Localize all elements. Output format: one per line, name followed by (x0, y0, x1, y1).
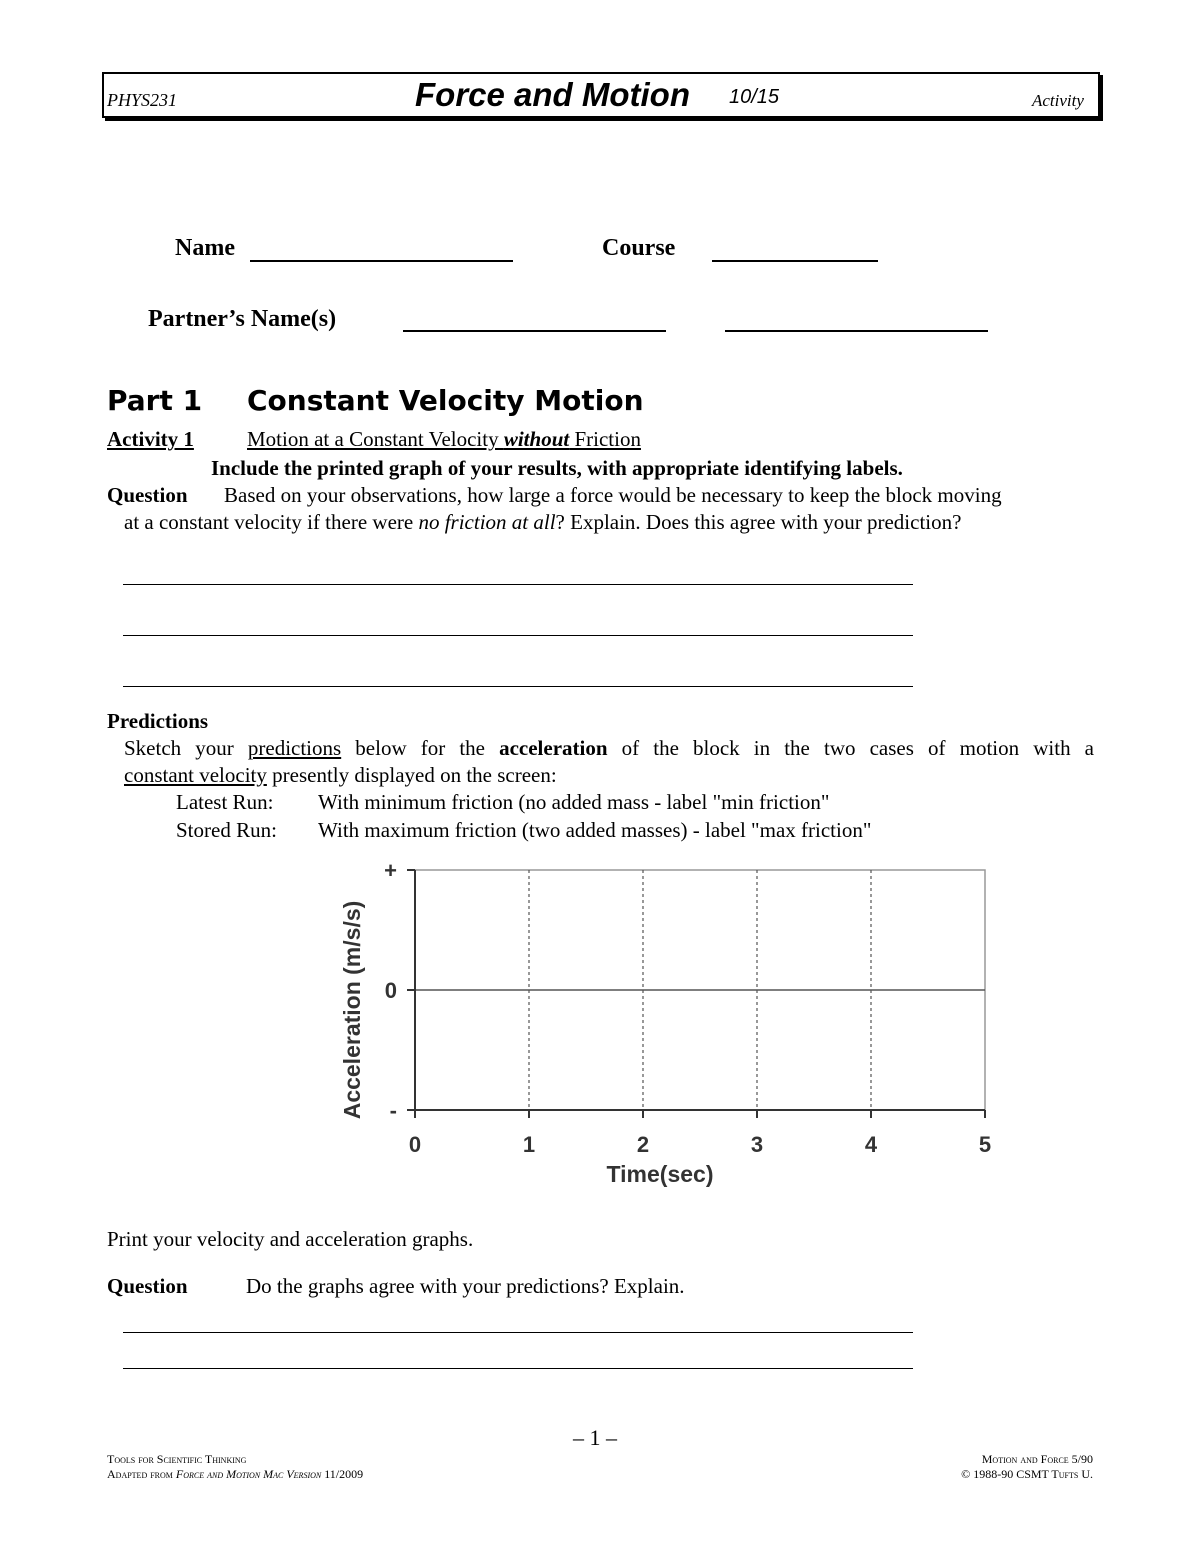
page-number: – 1 – (573, 1425, 617, 1450)
footer-left-line1: Tools for Scientific Thinking (107, 1452, 247, 1466)
x-tick-label: 5 (978, 1132, 992, 1157)
latest-run-label: Latest Run: (176, 790, 274, 814)
answer-line[interactable] (123, 1368, 913, 1369)
y-tick-label: + (384, 858, 397, 883)
course-field[interactable] (712, 260, 878, 262)
partners-label: Partner’s Name(s) (148, 306, 337, 332)
page-title: Force and Motion (415, 76, 690, 113)
latest-run-text: With minimum friction (no added mass - label "min friction" (318, 790, 830, 814)
answer-line[interactable] (123, 1332, 913, 1333)
y-axis-label: Acceleration (m/s/s) (339, 900, 365, 1120)
activity-label: Activity 1 (107, 427, 194, 451)
footer-right-line1: Motion and Force 5/90 (981, 1452, 1093, 1466)
acceleration-chart[interactable] (330, 850, 1010, 1195)
predictions-text-line1: Sketch your predictions below for the acceleration of the block in the two cases of motion with a (124, 736, 1094, 760)
x-tick-label: 3 (750, 1132, 764, 1157)
x-tick-label: 0 (408, 1132, 422, 1157)
activity-title: Motion at a Constant Velocity without Friction (247, 427, 641, 451)
name-field[interactable] (250, 260, 513, 262)
x-tick-label: 4 (864, 1132, 878, 1157)
question-label: Question (107, 483, 188, 507)
print-instruction: Print your velocity and acceleration graphs. (107, 1227, 474, 1251)
stored-run-text: With maximum friction (two added masses) - label "max friction" (318, 818, 872, 842)
partner-field-1[interactable] (403, 330, 666, 332)
activity-instruction: Include the printed graph of your results, with appropriate identifying labels. (211, 456, 903, 480)
stored-run-label: Stored Run: (176, 818, 277, 842)
predictions-text-line2: constant velocity presently displayed on the screen: (124, 763, 557, 787)
course-label: Course (602, 235, 676, 261)
name-label: Name (175, 235, 235, 261)
question2-text: Do the graphs agree with your predictions? Explain. (246, 1274, 685, 1298)
answer-line[interactable] (123, 635, 913, 636)
x-tick-label: 2 (636, 1132, 650, 1157)
y-tick-label: - (389, 1098, 397, 1123)
answer-line[interactable] (123, 584, 913, 585)
question-text-line1: Based on your observations, how large a force would be necessary to keep the block moving (224, 483, 1002, 507)
footer-left-line2: Adapted from Force and Motion Mac Version 11/2009 (107, 1467, 364, 1481)
part-number: Part 1 (107, 384, 203, 417)
predictions-heading: Predictions (107, 709, 209, 733)
question2-label: Question (107, 1274, 188, 1298)
x-tick-label: 1 (522, 1132, 536, 1157)
partner-field-2[interactable] (725, 330, 988, 332)
y-tick-label: 0 (384, 978, 397, 1003)
header-type: Activity (1032, 91, 1084, 110)
course-code: PHYS231 (107, 90, 178, 110)
answer-line[interactable] (123, 686, 913, 687)
header-date: 10/15 (729, 86, 780, 108)
question-text-line2: at a constant velocity if there were no friction at all? Explain. Does this agree with your prediction? (124, 510, 962, 534)
part-title: Constant Velocity Motion (247, 384, 644, 417)
footer-right-line2: © 1988-90 CSMT Tufts U. (961, 1467, 1093, 1481)
x-axis-label: Time(sec) (606, 1161, 714, 1187)
